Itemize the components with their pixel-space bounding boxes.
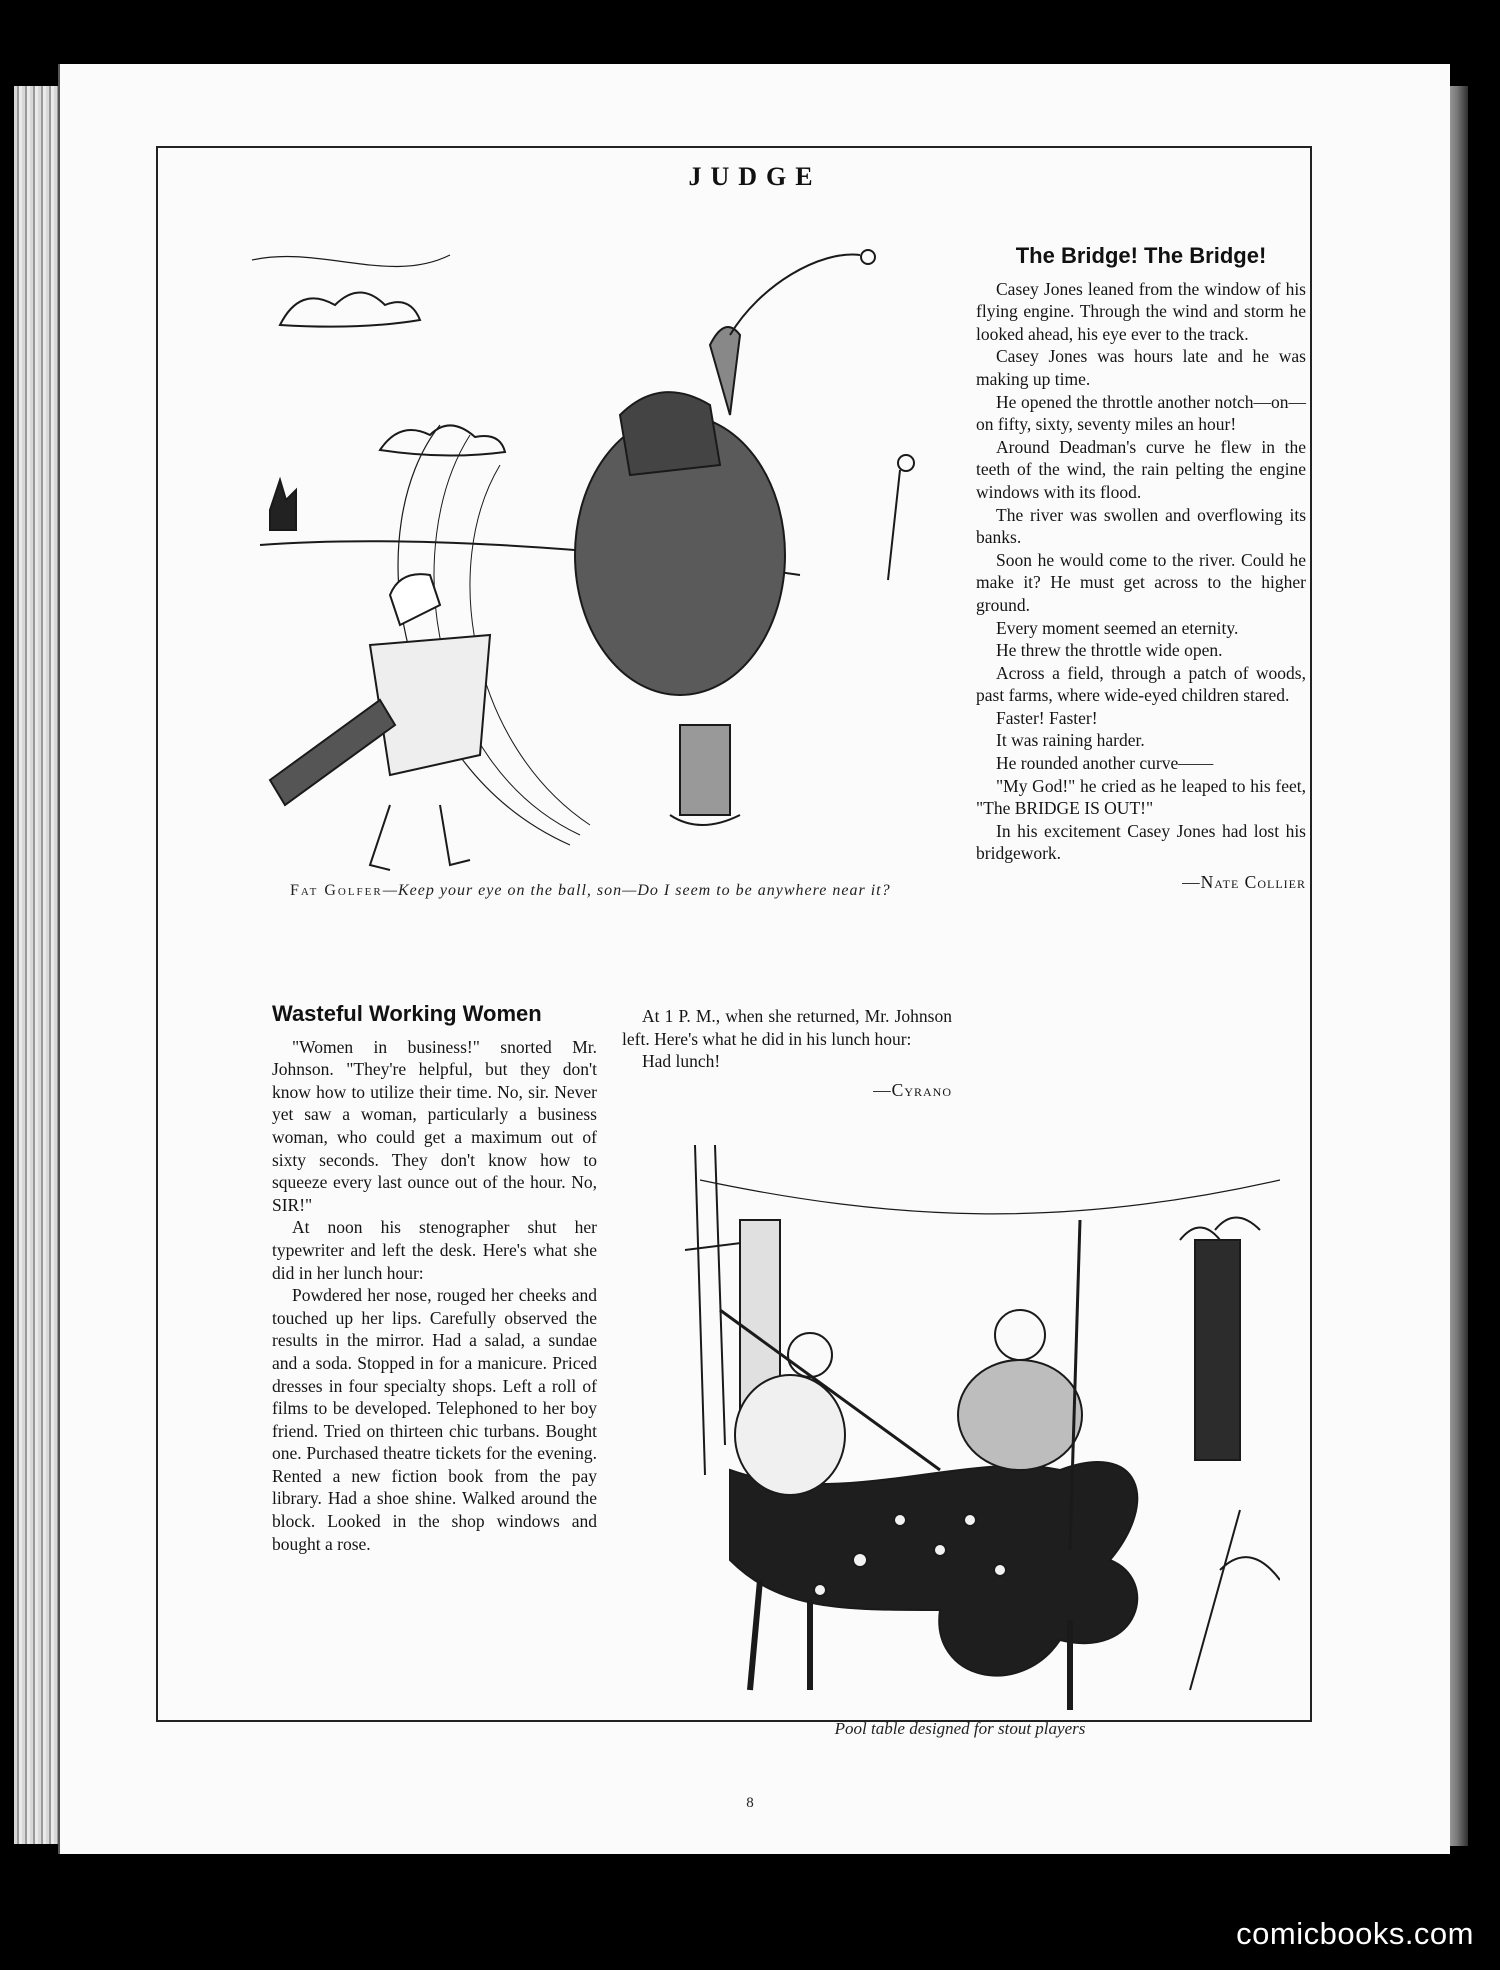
caption-speaker: Fat Golfer [290, 882, 383, 899]
bridge-paragraph: Faster! Faster! [996, 707, 1098, 728]
women-paragraph: At 1 P. M., when she returned, Mr. Johnson left. Here's what he did in his lunch hour: [622, 1006, 952, 1049]
women-story-column-left [272, 1003, 597, 1555]
women-paragraph: Had lunch! [642, 1051, 721, 1072]
bridge-paragraph: The river was swollen and overflowing its banks. [976, 504, 1306, 548]
women-signature: —Cyrano [873, 1079, 952, 1100]
bridge-paragraph: Soon he would come to the river. Could he make it? He must get across to the higher ground. [976, 549, 1306, 615]
bridge-paragraph: In his excitement Casey Jones had lost his bridgework. [976, 820, 1306, 864]
pool-cartoon-caption [640, 1718, 1280, 1740]
bridge-paragraph: He threw the throttle wide open. [996, 640, 1223, 661]
bridge-paragraph: Casey Jones leaned from the window of his flying engine. Through the wind and storm he looked ahead, his eye ever to the track. [976, 278, 1306, 344]
women-story-column-right [622, 1005, 952, 1101]
bridge-paragraph: "My God!" he cried as he leaped to his feet, "The BRIDGE IS OUT!" [976, 775, 1306, 819]
women-story-title: Wasteful Working Women [272, 1001, 542, 1026]
women-paragraph: "Women in business!" snorted Mr. Johnson. "They're helpful, but they don't know how to utilize their time. No, sir. Never yet saw a woman, particularly a business woman, who could get a maximum out of sixty seconds. They don't know how to squeeze every last ounce out of the hour. No, SIR!" [272, 1036, 597, 1215]
bridge-signature: —Nate Collier [1182, 872, 1306, 893]
caption-dialogue: —Keep your eye on the ball, son—Do I seem to be anywhere near it? [382, 882, 891, 899]
bridge-paragraph: Every moment seemed an eternity. [996, 617, 1239, 638]
bridge-paragraph: He opened the throttle another notch—on—on fifty, sixty, seventy miles an hour! [976, 391, 1306, 435]
women-paragraph: Powdered her nose, rouged her cheeks and touched up her lips. Carefully observed the results in the mirror. Had a salad, a sundae and a soda. Stopped in for a manicure. Priced dresses in four specialty shops. Left a roll of films to be developed. Telephoned to her boy friend. Tried on thirteen chic turbans. Bought one. Purchased theatre tickets for the evening. Rented a new fiction book from the pay library. Had a shoe shine. Walked around the block. Looked in the shop windows and bought a rose. [272, 1285, 597, 1554]
bridge-paragraph: Across a field, through a patch of woods, past farms, where wide-eyed children stared. [976, 662, 1306, 706]
women-paragraph: At noon his stenographer shut her typewriter and left the desk. Here's what she did in her lunch hour: [272, 1217, 597, 1283]
bridge-story-column [976, 245, 1306, 894]
bridge-story-title: The Bridge! The Bridge! [1015, 243, 1267, 268]
bridge-paragraph: He rounded another curve—— [996, 753, 1214, 774]
bridge-paragraph: It was raining harder. [996, 730, 1145, 751]
masthead: JUDGE [688, 162, 822, 191]
bridge-paragraph: Casey Jones was hours late and he was making up time. [976, 346, 1306, 389]
pool-caption-text: Pool table designed for stout players [834, 1719, 1086, 1738]
source-watermark: comicbooks.com [1236, 1916, 1474, 1951]
pool-cartoon-illustration [640, 1140, 1280, 1710]
golf-cartoon-illustration [240, 245, 940, 885]
bridge-paragraph: Around Deadman's curve he flew in the teeth of the wind, the rain pelting the engine windows with its flood. [976, 436, 1306, 502]
page-number: 8 [746, 1795, 754, 1811]
golf-cartoon-caption [290, 880, 930, 902]
